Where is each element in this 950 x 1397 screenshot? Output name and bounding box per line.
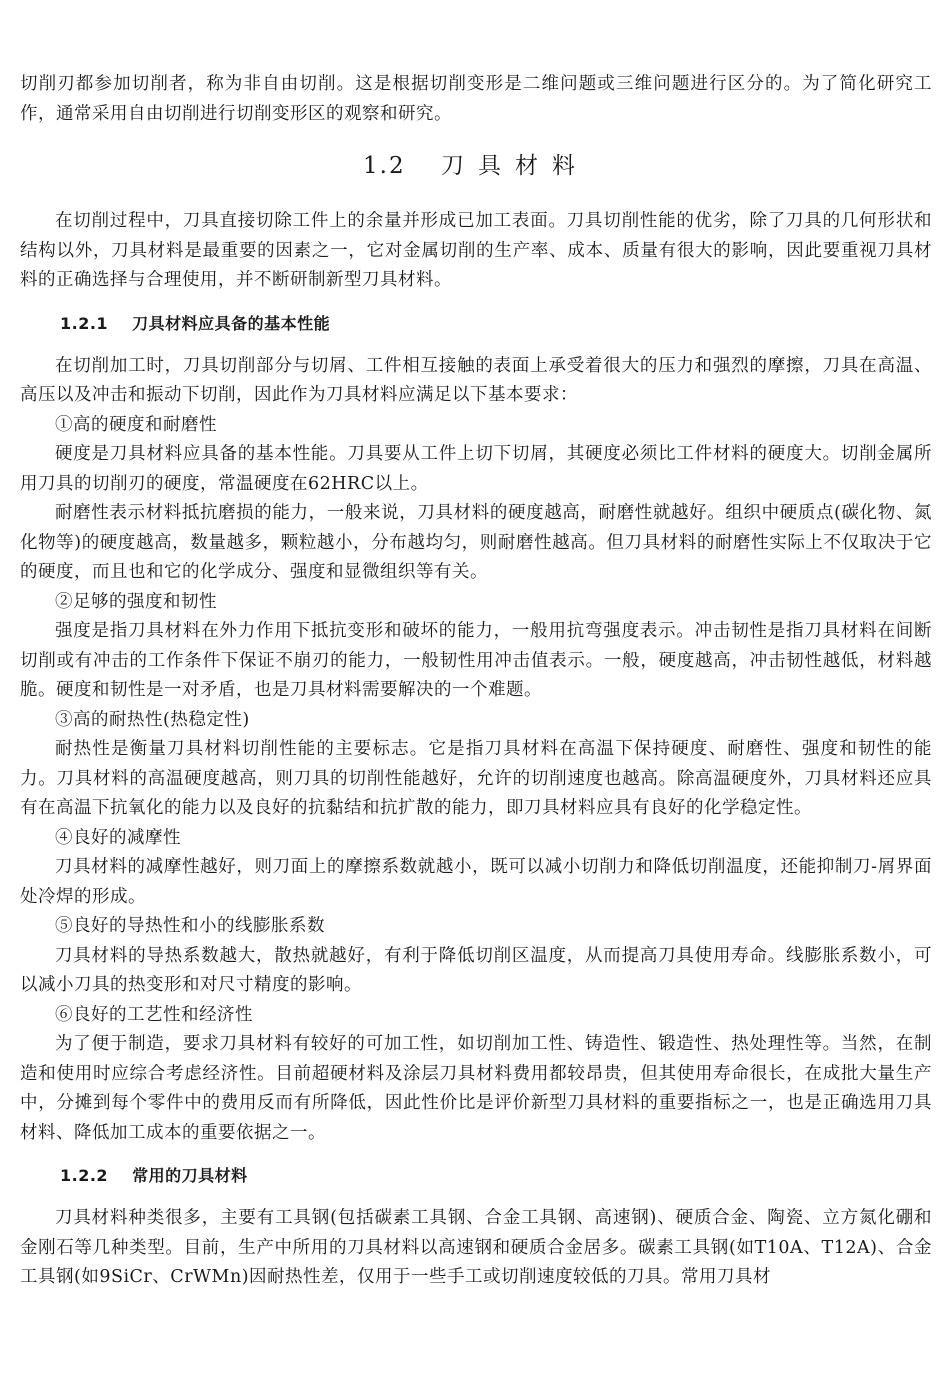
subsection-title: 刀具材料应具备的基本性能 (132, 313, 331, 333)
item-heading-thermal: ⑤良好的导热性和小的线膨胀系数 (55, 916, 325, 936)
subsection-heading-1-2-2 (60, 1164, 932, 1188)
document-page (20, 70, 932, 1293)
item-heading-process-economy: ⑥良好的工艺性和经济性 (55, 1004, 253, 1025)
subsection-heading-1-2-1 (60, 312, 932, 336)
subsection-number: 1.2.1 (60, 313, 109, 333)
body-paragraph: 强度是指刀具材料在外力作用下抵抗变形和破坏的能力，一般用抗弯强度表示。冲击韧性是指刀具材料在间断切削或有冲击的工作条件下保证不崩刃的能力，一般韧性用冲击值表示。一般，硬度越高，冲击韧性越低，材料越脆。硬度和韧性是一对矛盾，也是刀具材料需要解决的一个难题。 (20, 621, 932, 700)
subsection-title: 常用的刀具材料 (132, 1166, 248, 1185)
body-paragraph: 耐磨性表示材料抵抗磨损的能力，一般来说，刀具材料的硬度越高，耐磨性就越好。组织中硬质点(碳化物、氮化物等)的硬度越高，数量越多，颗粒越小，分布越均匀，则耐磨性越高。但刀具材料的耐磨性实际上不仅取决于它的硬度，而且也和它的化学成分、强度和显微组织等有关。 (20, 503, 932, 582)
item-heading-friction: ④良好的减摩性 (55, 827, 181, 848)
section-intro-paragraph: 在切削过程中，刀具直接切除工件上的余量并形成已加工表面。刀具切削性能的优劣，除了刀具的几何形状和结构以外，刀具材料是最重要的因素之一，它对金属切削的生产率、成本、质量有很大的影响，因此要重视刀具材料的正确选择与合理使用，并不断研制新型刀具材料。 (20, 211, 932, 290)
body-paragraph: 刀具材料的减摩性越好，则刀面上的摩擦系数就越小，既可以减小切削力和降低切削温度，还能抑制刀-屑界面处冷焊的形成。 (20, 857, 932, 907)
body-paragraph: 硬度是刀具材料应具备的基本性能。刀具要从工件上切下切屑，其硬度必须比工件材料的硬度大。切削金属所用刀具的切削刃的硬度，常温硬度在62HRC以上。 (20, 444, 932, 494)
body-paragraph: 为了便于制造，要求刀具材料有较好的可加工性，如切削加工性、铸造性、锻造性、热处理性等。当然，在制造和使用时应综合考虑经济性。目前超硬材料及涂层刀具材料费用都较昂贵，但其使用寿命很长，在成批大量生产中，分摊到每个零件中的费用反而有所降低，因此性价比是评价新型刀具材料的重要指标之一，也是正确选用刀具材料、降低加工成本的重要依据之一。 (20, 1034, 932, 1143)
section-number: 1.2 (363, 153, 406, 179)
subsection-intro-paragraph: 在切削加工时，刀具切削部分与切屑、工件相互接触的表面上承受着很大的压力和强烈的摩擦，刀具在高温、高压以及冲击和振动下切削，因此作为刀具材料应满足以下基本要求： (20, 355, 932, 405)
top-paragraph: 切削刃都参加切削者，称为非自由切削。这是根据切削变形是二维问题或三维问题进行区分的。为了简化研究工作，通常采用自由切削进行切削变形区的观察和研究。 (20, 74, 932, 124)
item-heading-strength: ②足够的强度和韧性 (55, 591, 217, 612)
body-paragraph: 耐热性是衡量刀具材料切削性能的主要标志。它是指刀具材料在高温下保持硬度、耐磨性、强度和韧性的能力。刀具材料的高温硬度越高，则刀具的切削性能越好，允许的切削速度也越高。除高温硬度外，刀具材料还应具有在高温下抗氧化的能力以及良好的抗黏结和抗扩散的能力，即刀具材料应具有良好的化学稳定性。 (20, 739, 932, 818)
section-heading (20, 151, 932, 181)
body-paragraph: 刀具材料种类很多，主要有工具钢(包括碳素工具钢、合金工具钢、高速钢)、硬质合金、陶瓷、立方氮化硼和金刚石等几种类型。目前，生产中所用的刀具材料以高速钢和硬质合金居多。碳素工具钢(如T10A、T12A)、合金工具钢(如9SiCr、CrWMn)因耐热性差，仅用于一些手工或切削速度较低的刀具。常用刀具材 (20, 1208, 932, 1287)
item-heading-heat-resistance: ③高的耐热性(热稳定性) (55, 709, 250, 730)
body-paragraph: 刀具材料的导热系数越大，散热就越好，有利于降低切削区温度，从而提高刀具使用寿命。线膨胀系数小，可以减小刀具的热变形和对尺寸精度的影响。 (20, 945, 932, 995)
section-title: 刀具材料 (440, 153, 589, 179)
item-heading-hardness: ①高的硬度和耐磨性 (55, 414, 217, 435)
subsection-number: 1.2.2 (60, 1166, 109, 1185)
